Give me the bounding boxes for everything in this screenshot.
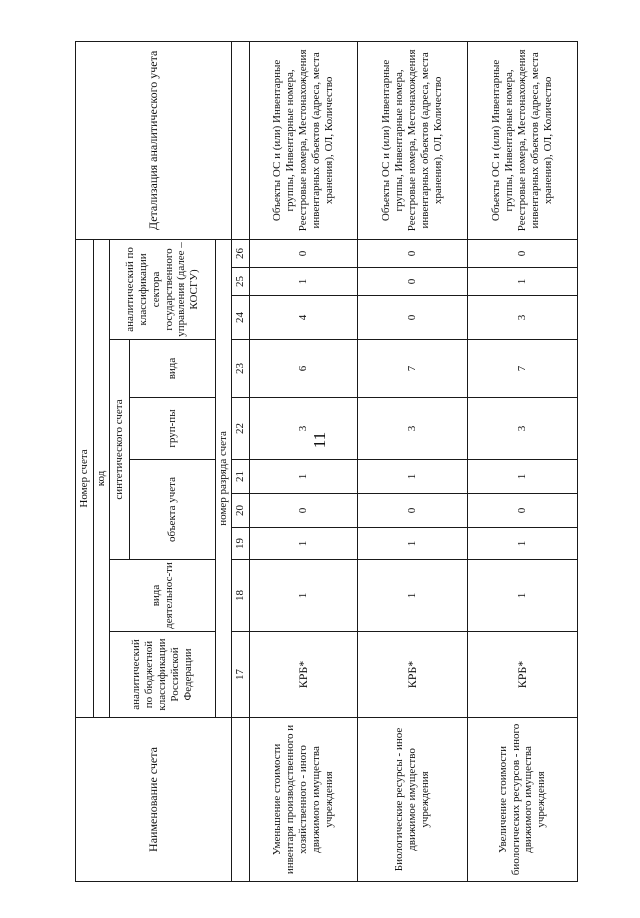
row-activity: 1 bbox=[357, 560, 467, 632]
header-digit-row-label: номер разряда счета bbox=[216, 239, 232, 717]
row-account-name: Биологические ресурсы - иное движимое имущество учреждения bbox=[357, 718, 467, 882]
row-d24: 4 bbox=[249, 296, 357, 340]
row-d21: 1 bbox=[467, 460, 577, 494]
row-d22: 3 bbox=[357, 398, 467, 460]
digit-20: 20 bbox=[231, 494, 249, 528]
header-analytic-budget: аналитический по бюджетной классификации Российской Федерации bbox=[110, 632, 216, 718]
row-d24: 0 bbox=[357, 296, 467, 340]
digit-22: 22 bbox=[231, 398, 249, 460]
digit-19: 19 bbox=[231, 528, 249, 560]
row-krb: КРБ* bbox=[249, 632, 357, 718]
row-d23: 7 bbox=[467, 340, 577, 398]
row-d26: 0 bbox=[249, 239, 357, 267]
row-d25: 1 bbox=[467, 268, 577, 296]
row-d21: 1 bbox=[357, 460, 467, 494]
row-d23: 6 bbox=[249, 340, 357, 398]
accounts-table bbox=[75, 41, 578, 882]
digit-23: 23 bbox=[231, 340, 249, 398]
digit-26: 26 bbox=[231, 239, 249, 267]
header-kind: вида bbox=[130, 340, 216, 398]
digit-cell-empty bbox=[231, 41, 249, 239]
row-detail: Объекты ОС и (или) Инвентарные группы, Инвентарные номера, Реестровые номера, Местонахождения инвентарных объектов (адреса, места хранения), ОЛ, Количество bbox=[467, 41, 577, 239]
digit-cell-empty bbox=[231, 718, 249, 882]
rotated-table-container bbox=[75, 42, 555, 882]
digit-18: 18 bbox=[231, 560, 249, 632]
row-d26: 0 bbox=[467, 239, 577, 267]
row-activity: 1 bbox=[467, 560, 577, 632]
digit-25: 25 bbox=[231, 268, 249, 296]
header-account-number: Номер счета bbox=[76, 239, 94, 717]
header-account-name: Наименование счета bbox=[76, 718, 232, 882]
row-krb: КРБ* bbox=[357, 632, 467, 718]
header-detail: Детализация аналитического учета bbox=[76, 41, 232, 239]
page-number: 11 bbox=[310, 431, 329, 449]
header-group: груп-пы bbox=[130, 398, 216, 460]
row-detail: Объекты ОС и (или) Инвентарные группы, Инвентарные номера, Реестровые номера, Местонахождения инвентарных объектов (адреса, места хранения), ОЛ, Количество bbox=[249, 41, 357, 239]
row-d19: 1 bbox=[249, 528, 357, 560]
row-d25: 1 bbox=[249, 268, 357, 296]
table-row bbox=[467, 41, 577, 881]
digit-21: 21 bbox=[231, 460, 249, 494]
row-activity: 1 bbox=[249, 560, 357, 632]
row-d20: 0 bbox=[467, 494, 577, 528]
row-d21: 1 bbox=[249, 460, 357, 494]
row-d25: 0 bbox=[357, 268, 467, 296]
header-synthetic: синтетического счета bbox=[110, 340, 130, 560]
digit-24: 24 bbox=[231, 296, 249, 340]
row-account-name: Уменьшение стоимости инвентаря производственного и хозяйственного - иного движимого имущества учреждения bbox=[249, 718, 357, 882]
row-d22: 3 bbox=[467, 398, 577, 460]
row-krb: КРБ* bbox=[467, 632, 577, 718]
row-d20: 0 bbox=[357, 494, 467, 528]
header-activity-type: вида деятельнос-ти bbox=[110, 560, 216, 632]
row-d20: 0 bbox=[249, 494, 357, 528]
row-d19: 1 bbox=[467, 528, 577, 560]
row-d19: 1 bbox=[357, 528, 467, 560]
header-code: код bbox=[94, 239, 110, 717]
row-detail: Объекты ОС и (или) Инвентарные группы, Инвентарные номера, Реестровые номера, Местонахождения инвентарных объектов (адреса, места хранения), ОЛ, Количество bbox=[357, 41, 467, 239]
header-account-object: объекта учета bbox=[130, 460, 216, 560]
row-d26: 0 bbox=[357, 239, 467, 267]
row-d24: 3 bbox=[467, 296, 577, 340]
table-row bbox=[249, 41, 357, 881]
digit-17: 17 bbox=[231, 632, 249, 718]
row-d23: 7 bbox=[357, 340, 467, 398]
row-account-name: Увеличение стоимости биологических ресурсов - иного движимого имущества учреждения bbox=[467, 718, 577, 882]
row-d22: 3 bbox=[249, 398, 357, 460]
table-row bbox=[357, 41, 467, 881]
header-analytic-kosgu: аналитический по классификации сектора государственного управления (далее – КОСГУ) bbox=[110, 239, 216, 339]
